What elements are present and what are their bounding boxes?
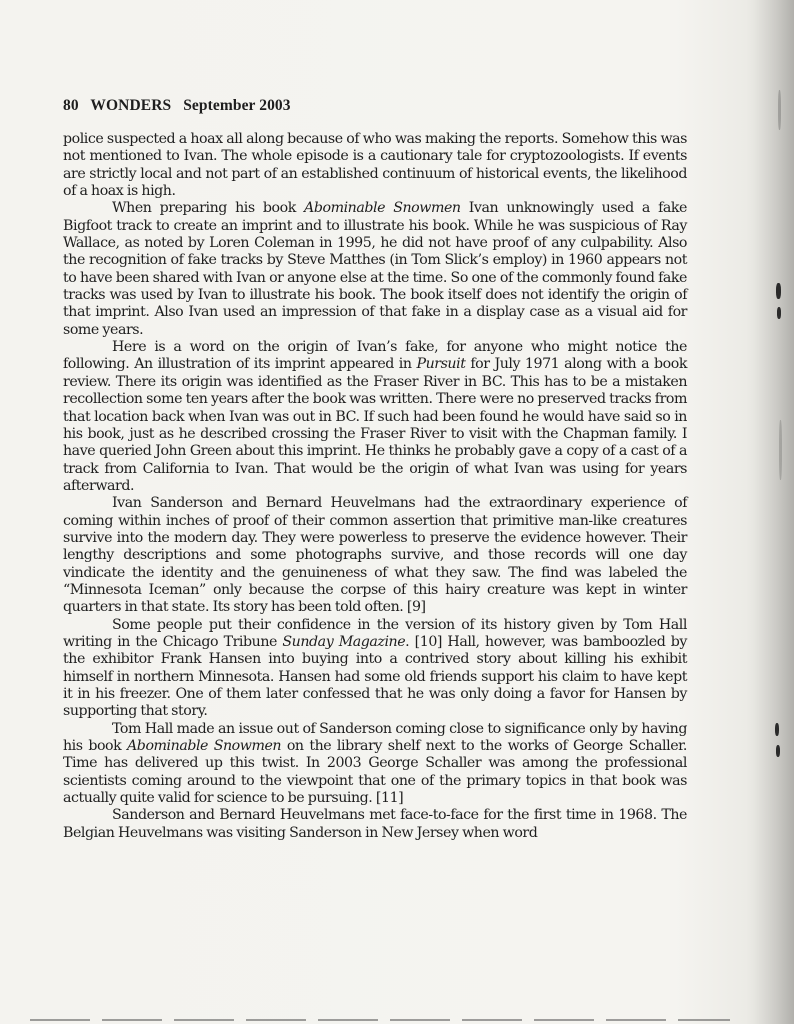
page-number: 80	[63, 97, 79, 114]
paragraph-text: police suspected a hoax all along because of who was making the reports. Somehow this was not mentioned to Ivan. The whole episode is a cautionary tale for cryptozoologists. If events are strictly local and not part of an established continuum of historical events, the likelihood of a hoax is high.	[63, 131, 687, 200]
paragraph-text: Ivan Sanderson and Bernard Heuvelmans had the extraordinary experience of coming within inches of proof of their common assertion that primitive man-like creatures survive into the modern day. They were powerless to preserve the evidence however. Their lengthy descriptions and some photographs survive, and those records will one day vindicate the identity and the genuineness of what they saw. The find was labeled the “Minnesota Iceman” only because the corpse of this hairy creature was kept in winter quarters in that state. Its story has been told often. [9]	[63, 495, 687, 616]
italic-title: Pursuit	[416, 356, 466, 373]
paragraph-text: . [10] Hall, however, was bamboozled by the exhibitor Frank Hansen into buying into a contrived story about killing his exhibit himself in northern Minnesota. Hansen had some old friends support his claim to have kept it in his freezer. One of them later confessed that he was only doing a favor for Hansen by supporting that story.	[63, 633, 687, 720]
paragraph-text: for July 1971 along with a book review. There its origin was identified as the Fraser River in BC. This has to be a mistaken recollection some ten years after the book was written. There were no preserved tracks from that location back when Ivan was out in BC. If such had been found he would have said so in his book, just as he described crossing the Fraser River to visit with the Chapman family. I have queried John Green about this imprint. He thinks he probably gave a copy of a cast of a track from California to Ivan. That would be the origin of what Ivan was using for years afterward.	[63, 356, 687, 494]
running-header	[63, 97, 299, 115]
scan-speck	[777, 307, 781, 319]
paragraph	[63, 495, 687, 616]
paragraph-text: Some people put their confidence in the version of its history given by Tom Hall writing in the Chicago Tribune	[63, 616, 687, 650]
italic-title: Abominable Snowmen	[127, 738, 282, 755]
paragraph-text: Sanderson and Bernard Heuvelmans met face-to-face for the first time in 1968. The Belgian Heuvelmans was visiting Sanderson in New Jersey when word	[63, 807, 687, 841]
scan-speck	[775, 723, 779, 736]
publication-title: WONDERS	[90, 97, 172, 114]
scan-speck	[778, 90, 781, 130]
paragraph-text: When preparing his book	[112, 200, 305, 217]
paragraph	[63, 807, 687, 842]
paragraph-text: Tom Hall made an issue out of Sanderson coming close to significance only by having his book	[63, 720, 687, 755]
article-body	[63, 131, 687, 842]
paragraph-text: on the library shelf next to the works of George Schaller. Time has delivered up this twist. In 2003 George Schaller was among the professional scientists coming around to the viewpoint that one of the primary topics in that book was actually quite valid for science to be pursuing. [11]	[63, 738, 687, 807]
italic-title: Abominable Snowmen	[304, 200, 461, 217]
scan-speck	[776, 283, 781, 299]
paragraph	[63, 721, 687, 808]
binding-shadow	[754, 0, 794, 1024]
issue-date: September 2003	[183, 97, 291, 114]
paragraph	[63, 131, 687, 200]
bottom-edge-rule	[30, 1019, 730, 1021]
paragraph-text: Ivan unknowingly used a fake Bigfoot track to create an imprint and to illustrate his book. While he was suspicious of Ray Wallace, as noted by Loren Coleman in 1995, he did not have proof of any culpability. Also the recognition of fake tracks by Steve Matthes (in Tom Slick’s employ) in 1960 appears not to have been shared with Ivan or anyone else at the time. So one of the commonly found fake tracks was used by Ivan to illustrate his book. The book itself does not identify the origin of that imprint. Also Ivan used an impression of that fake in a display case as a visual aid for some years.	[63, 200, 687, 338]
paragraph-text: Here is a word on the origin of Ivan’s fake, for anyone who might notice the following. An illustration of its imprint appeared in	[63, 339, 687, 373]
paragraph	[63, 339, 687, 495]
scan-speck	[776, 745, 780, 757]
paragraph	[63, 617, 687, 721]
scan-speck	[779, 420, 782, 480]
italic-title: Sunday Magazine	[282, 633, 406, 650]
paragraph	[63, 200, 687, 339]
